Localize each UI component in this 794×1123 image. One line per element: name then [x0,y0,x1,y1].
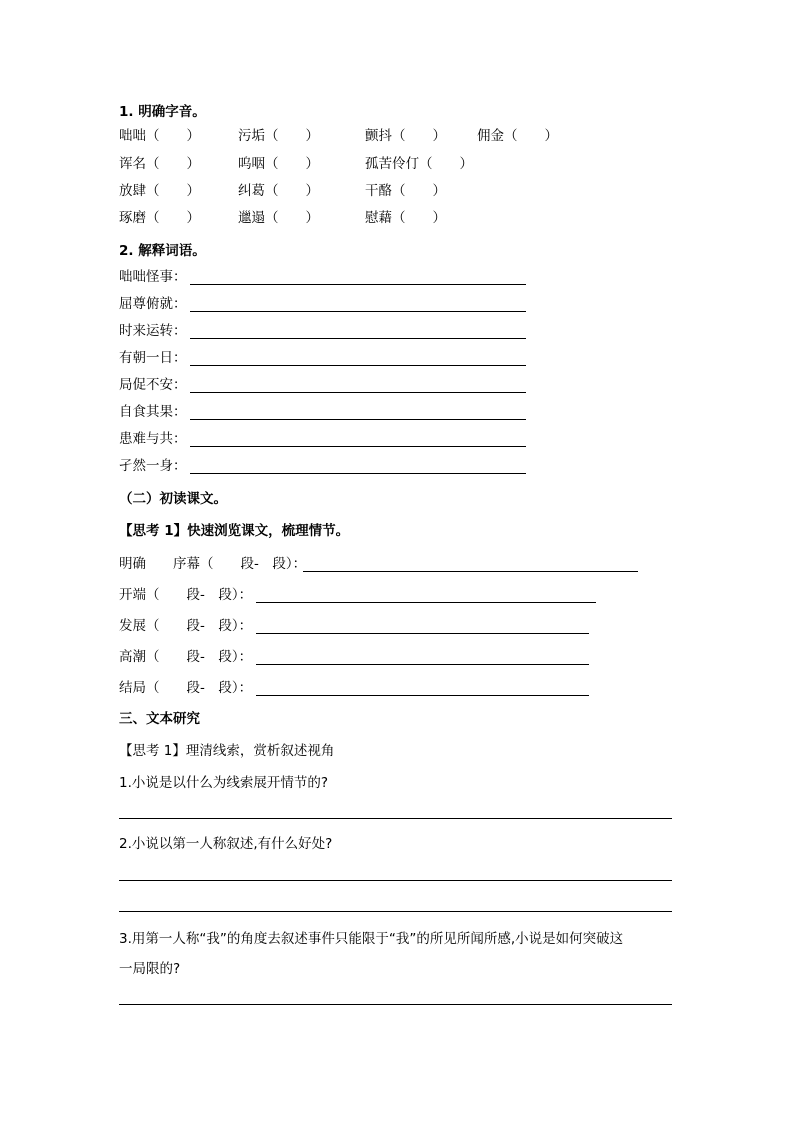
pinyin-item: 琢磨（ ） [119,210,200,226]
pinyin-item: 干酪（ ） [365,183,446,199]
term-label: 时来运转： [119,323,187,339]
reading-heading: （二）初读课文。 [119,491,227,507]
answer-line[interactable] [190,473,526,474]
plot-row-label: 高潮（ 段- 段）： [119,649,253,665]
plot-row-label: 明确 序幕（ 段- 段）： [119,556,307,572]
pinyin-item: 污垢（ ） [238,128,319,144]
plot-row-label: 发展（ 段- 段）： [119,618,253,634]
pinyin-item: 慰藉（ ） [365,210,446,226]
answer-line[interactable] [190,338,526,339]
answer-line[interactable] [256,664,589,665]
question-1: 1.小说是以什么为线索展开情节的? [119,775,329,791]
answer-line[interactable] [190,392,526,393]
think-prompt [119,522,349,540]
pinyin-item: 孤苦伶仃（ ） [365,156,473,172]
pinyin-item: 纠葛（ ） [238,183,319,199]
think-label: 【思考 1】 [119,523,188,539]
question-3-line1: 3.用第一人称“我”的角度去叙述事件只能限于“我”的所见所闻所感,小说是如何突破这 [119,931,624,947]
answer-line[interactable] [190,311,526,312]
pinyin-item: 诨名（ ） [119,156,200,172]
research-think: 【思考 1】理清线索，赏析叙述视角 [119,743,335,759]
term-label: 咄咄怪事： [119,269,187,285]
term-label: 患难与共： [119,431,187,447]
pinyin-item: 邋遢（ ） [238,210,319,226]
pinyin-item: 放肆（ ） [119,183,200,199]
pinyin-item: 呜咽（ ） [238,156,319,172]
answer-line[interactable] [190,446,526,447]
section2-heading: 2. 解释词语。 [119,243,206,259]
question-3-line2: 一局限的? [119,961,181,977]
answer-line[interactable] [190,365,526,366]
plot-row-label: 结局（ 段- 段）： [119,680,253,696]
question-2: 2.小说以第一人称叙述,有什么好处? [119,836,333,852]
term-label: 局促不安： [119,377,187,393]
term-label: 孑然一身： [119,458,187,474]
section1-heading: 1. 明确字音。 [119,104,206,120]
answer-line[interactable] [256,633,589,634]
plot-row-label: 开端（ 段- 段）： [119,587,253,603]
term-label: 自食其果： [119,404,187,420]
answer-line[interactable] [190,419,526,420]
answer-line[interactable] [119,1004,672,1005]
pinyin-item: 佣金（ ） [477,128,558,144]
answer-line[interactable] [303,571,638,572]
answer-line[interactable] [119,911,672,912]
pinyin-item: 咄咄（ ） [119,128,200,144]
think-text: 快速浏览课文，梳理情节。 [187,523,350,539]
term-label: 屈尊俯就： [119,296,187,312]
term-label: 有朝一日： [119,350,187,366]
answer-line[interactable] [256,602,596,603]
research-heading: 三、文本研究 [119,711,200,727]
answer-line[interactable] [190,284,526,285]
answer-line[interactable] [119,880,672,881]
answer-line[interactable] [119,818,672,819]
answer-line[interactable] [256,695,589,696]
pinyin-item: 颤抖（ ） [365,128,446,144]
